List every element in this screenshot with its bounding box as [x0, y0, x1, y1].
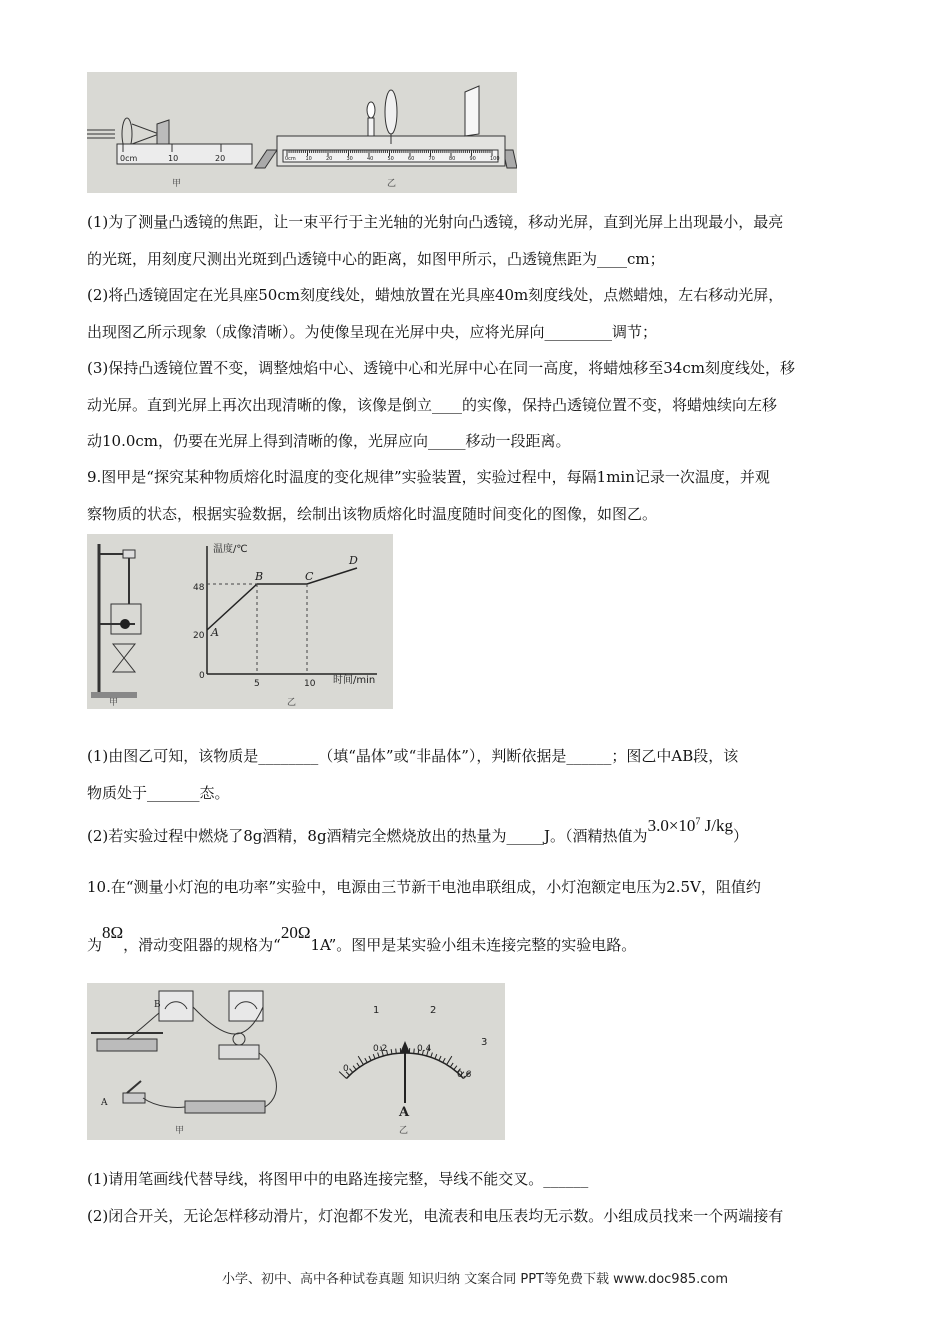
resistance-8ohm: 8Ω: [102, 923, 124, 942]
q9-intro-line2: 察物质的状态，根据实验数据，绘制出该物质熔化时温度随时间变化的图像，如图乙。: [87, 505, 658, 523]
q9-part2-text: (2)若实验过程中燃烧了8g酒精，8g酒精完全燃烧放出的热量为_____J。（酒精热值为: [87, 827, 648, 845]
fig1-caption-left: 甲: [172, 179, 182, 189]
fig3-caption-right: 乙: [399, 1126, 409, 1136]
q9-part1-line1: (1)由图乙可知，该物质是________（填“晶体”或“非晶体”），判断依据是______；图乙中AB段，该: [87, 747, 739, 765]
bench-label: 70: [428, 156, 435, 162]
q8-part1-line1: (1)为了测量凸透镜的焦距，让一束平行于主光轴的光射向凸透镜，移动光屏，直到光屏上出现最小，最亮: [87, 213, 784, 231]
graph-y-tick-20: 20: [193, 631, 205, 641]
graph-x-axis-label: 时间/min: [333, 675, 376, 686]
q8-part1-line2: 的光斑，用刻度尺测出光斑到凸透镜中心的距离，如图甲所示，凸透镜焦距为____cm；: [87, 250, 665, 268]
q10-intro-line1: 10.在“测量小灯泡的电功率”实验中，电源由三节新干电池串联组成，小灯泡额定电压为2.5V，阻值约: [87, 878, 761, 896]
q10-part1: (1)请用笔画线代替导线，将图甲中的电路连接完整，导线不能交叉。______: [87, 1170, 589, 1188]
bench-label: 0cm: [285, 156, 296, 162]
q10-line2-a: 为: [87, 936, 103, 954]
bench-label: 90: [469, 156, 476, 162]
circuit-label-a: A: [101, 1098, 108, 1108]
q9-intro-line1: 9.图甲是“探究某种物质熔化时温度的变化规律”实验装置，实验过程中，每隔1min记录一次温度，并观: [87, 468, 770, 486]
graph-point-c: C: [305, 570, 314, 583]
q10-intro-line2: [87, 923, 637, 955]
graph-x-tick-10: 10: [304, 679, 316, 689]
q10-part2: (2)闭合开关，无论怎样移动滑片，灯泡都不发光，电流表和电压表均无示数。小组成员找来一个两端接有: [87, 1207, 784, 1225]
bench-label: 100: [490, 156, 500, 162]
melting-experiment-figure: [87, 534, 393, 709]
graph-y-axis-label: 温度/℃: [213, 544, 248, 555]
bench-label: 20: [326, 156, 333, 162]
bench-label: 60: [408, 156, 415, 162]
fig1-caption-right: 乙: [387, 179, 397, 189]
heat-value-formula: [648, 816, 733, 835]
q10-line2-c: 1A”。图甲是某实验小组未连接完整的实验电路。: [310, 936, 637, 954]
q8-part2-line1: (2)将凸透镜固定在光具座50cm刻度线处，蜡烛放置在光具座40m刻度线处，点燃蜡烛，左右移动光屏，: [87, 286, 784, 304]
bench-label: 10: [305, 156, 312, 162]
heat-value-unit: J/kg: [700, 816, 733, 835]
fig2-caption-left: 甲: [109, 698, 119, 708]
circuit-label-b: B: [154, 1000, 161, 1010]
heat-value-base: 3.0×10: [647, 816, 696, 835]
q8-part3-line1: (3)保持凸透镜位置不变，调整烛焰中心、透镜中心和光屏中心在同一高度，将蜡烛移至34cm刻度线处，移: [87, 359, 795, 377]
graph-point-a: A: [211, 626, 219, 639]
ammeter-symbol: A: [399, 1105, 410, 1120]
resistance-20ohm: 20Ω: [280, 923, 311, 942]
ruler1-label-0: 0cm: [120, 154, 138, 163]
q9-part2: [87, 816, 749, 846]
graph-y-tick-48: 48: [193, 583, 205, 593]
q8-part3-line3: 动10.0cm，仍要在光屏上得到清晰的像，光屏应向_____移动一段距离。: [87, 432, 571, 450]
scale-top-2: 2: [430, 1005, 437, 1016]
ruler1-label-10: 10: [168, 154, 179, 163]
scale-top-3: 3: [481, 1037, 488, 1048]
graph-x-tick-0: 0: [199, 671, 205, 681]
heat-value-exponent: 7: [695, 816, 701, 828]
graph-point-d: D: [349, 554, 358, 567]
bench-label: 50: [387, 156, 394, 162]
ruler1-label-20: 20: [215, 154, 226, 163]
bench-label: 30: [346, 156, 353, 162]
graph-x-tick-5: 5: [254, 679, 260, 689]
scale-bottom-0: 0: [343, 1064, 349, 1074]
lens-experiment-figure: [87, 72, 517, 193]
q8-part2-line2: 出现图乙所示现象（成像清晰）。为使像呈现在光屏中央，应将光屏向_________调节；: [87, 323, 658, 341]
scale-bottom-0-4: 0.4: [417, 1044, 432, 1054]
circuit-figure: [87, 983, 505, 1140]
q9-part2-close: ）: [733, 827, 749, 845]
scale-top-1: 1: [373, 1005, 380, 1016]
graph-point-b: B: [255, 570, 264, 583]
page-footer: 小学、初中、高中各种试卷真题 知识归纳 文案合同 PPT等免费下载 www.doc985.com: [221, 1272, 729, 1287]
fig3-caption-left: 甲: [175, 1126, 185, 1136]
fig2-caption-right: 乙: [287, 698, 297, 708]
q9-part1-line2: 物质处于_______态。: [87, 784, 230, 802]
bench-label: 80: [449, 156, 456, 162]
q8-part3-line2: 动光屏。直到光屏上再次出现清晰的像，该像是倒立____的实像，保持凸透镜位置不变，将蜡烛续向左移: [87, 396, 778, 414]
scale-bottom-0-2: 0.2: [373, 1044, 388, 1054]
bench-label: 40: [367, 156, 374, 162]
q10-line2-b: ，滑动变阻器的规格为“: [123, 936, 281, 954]
scale-bottom-0-6: 0.6: [457, 1070, 472, 1080]
